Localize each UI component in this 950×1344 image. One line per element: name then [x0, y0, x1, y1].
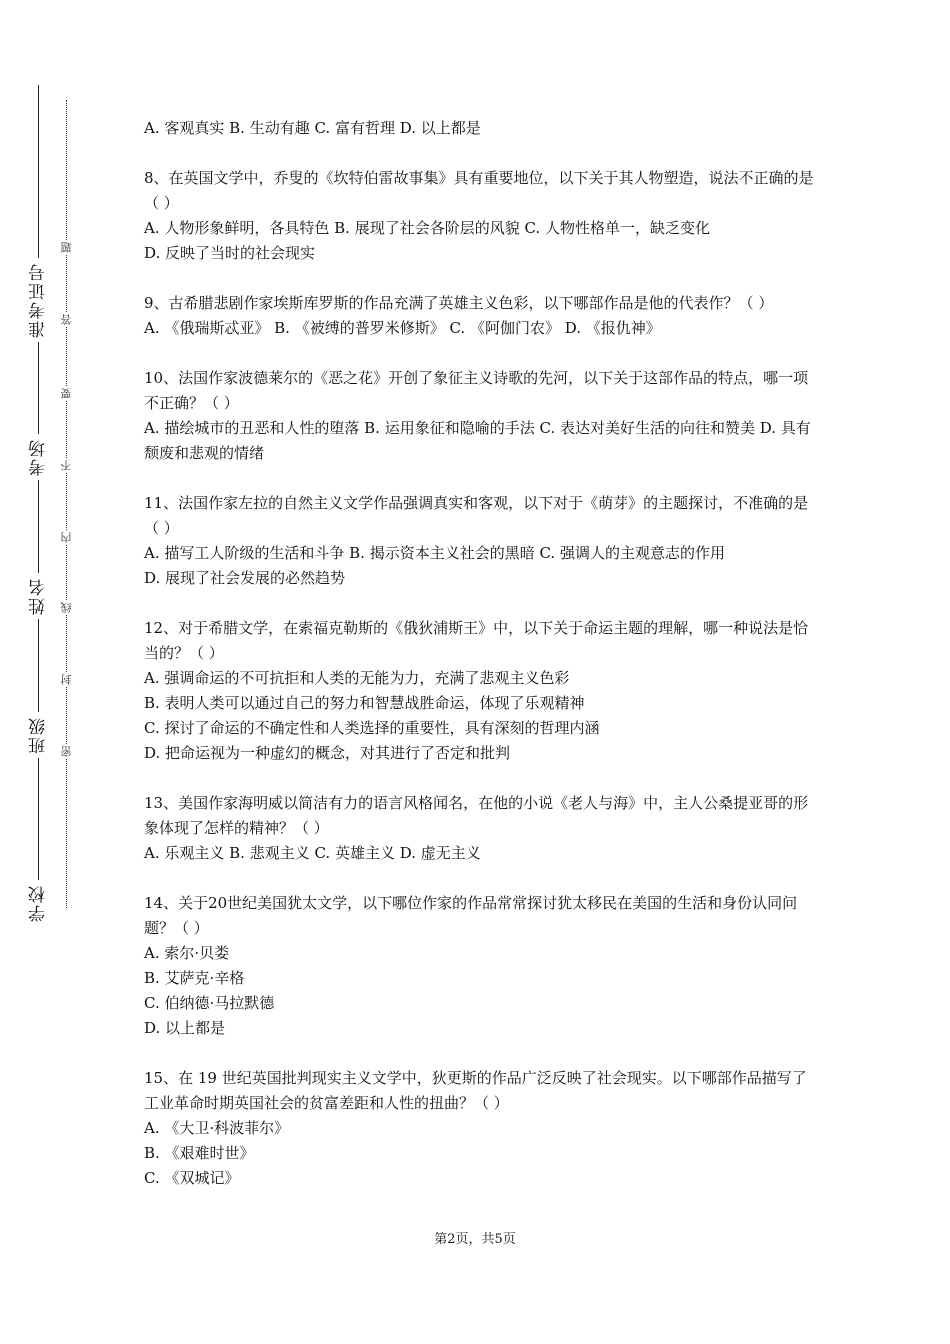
- seal-note: 内: [60, 532, 73, 543]
- question-stem: 15、在 19 世纪英国批判现实主义文学中，狄更斯的作品广泛反映了社会现实。以下哪部作品描写了工业革命时期英国社会的贫富差距和人性的扭曲？（ ）: [144, 1069, 807, 1112]
- question-option: A. 《俄瑞斯忒亚》 B. 《被缚的普罗米修斯》 C. 《阿伽门农》 D. 《报仇神》: [144, 319, 661, 337]
- question-9: [144, 291, 814, 341]
- question-option: B. 表明人类可以通过自己的努力和智慧战胜命运，体现了乐观精神: [144, 694, 585, 712]
- question-stem: 14、关于20世纪美国犹太文学，以下哪位作家的作品常常探讨犹太移民在美国的生活和身份认同问题？（ ）: [144, 894, 798, 937]
- question-12: [144, 616, 814, 766]
- question-option: A. 描写工人阶级的生活和斗争 B. 揭示资本主义社会的黑暗 C. 强调人的主观意志的作用: [144, 544, 725, 562]
- question-10: [144, 366, 814, 466]
- seal-note: 要: [60, 388, 73, 399]
- question-option: A. 描绘城市的丑恶和人性的堕落 B. 运用象征和隐喻的手法 C. 表达对美好生活的向往和赞美 D. 具有颓废和悲观的情绪: [144, 419, 811, 462]
- question-option: A. 索尔·贝娄: [144, 944, 230, 962]
- label-exam-number: 准考证号: [26, 258, 52, 342]
- label-name: 姓名: [26, 573, 52, 619]
- question-stem: 11、法国作家左拉的自然主义文学作品强调真实和客观，以下对于《萌芽》的主题探讨，不准确的是（ ）: [144, 494, 809, 537]
- question-option: B. 艾萨克·辛格: [144, 969, 245, 987]
- label-school: 学校: [26, 880, 52, 926]
- question-15: [144, 1066, 814, 1191]
- question-option: B. 《艰难时世》: [144, 1144, 255, 1162]
- page-footer: 第2页，共5页: [434, 1232, 516, 1247]
- label-class: 班级: [26, 712, 52, 758]
- question-option: A. 强调命运的不可抗拒和人类的无能为力，充满了悲观主义色彩: [144, 669, 570, 687]
- question-option: D. 展现了社会发展的必然趋势: [144, 569, 346, 587]
- exam-content: [144, 116, 814, 1191]
- question-stem: 13、美国作家海明威以简洁有力的语言风格闻名，在他的小说《老人与海》中，主人公桑提亚哥的形象体现了怎样的精神？（ ）: [144, 794, 809, 837]
- question-option: C. 《双城记》: [144, 1169, 240, 1187]
- question-stem: 10、法国作家波德莱尔的《恶之花》开创了象征主义诗歌的先河，以下关于这部作品的特点，哪一项不正确？（ ）: [144, 369, 809, 412]
- seal-note: 题: [60, 242, 73, 253]
- question-14: [144, 891, 814, 1041]
- question-option: A. 乐观主义 B. 悲观主义 C. 英雄主义 D. 虚无主义: [144, 844, 481, 862]
- question-8: [144, 166, 814, 266]
- question-11: [144, 491, 814, 591]
- label-exam-room: 考场: [26, 434, 52, 480]
- seal-note: 密: [60, 746, 73, 757]
- binding-solid-line: [38, 85, 39, 920]
- question-option: A. 《大卫·科波菲尔》: [144, 1119, 290, 1137]
- seal-note: 不: [60, 460, 73, 471]
- binding-margin: [0, 0, 110, 1344]
- question-option: D. 以上都是: [144, 1019, 226, 1037]
- seal-note: 线: [60, 602, 73, 613]
- seal-note: 答: [60, 314, 73, 325]
- question-option: D. 把命运视为一种虚幻的概念，对其进行了否定和批判: [144, 744, 511, 762]
- question-option: D. 反映了当时的社会现实: [144, 244, 316, 262]
- seal-dotted-line: [66, 100, 67, 908]
- question-option: C. 伯纳德·马拉默德: [144, 994, 275, 1012]
- question-option: C. 探讨了命运的不确定性和人类选择的重要性，具有深刻的哲理内涵: [144, 719, 600, 737]
- seal-note: 封: [60, 674, 73, 685]
- question-stem: 8、在英国文学中，乔叟的《坎特伯雷故事集》具有重要地位，以下关于其人物塑造，说法不正确的是（ ）: [144, 169, 814, 212]
- question-13: [144, 791, 814, 866]
- question-option: A. 人物形象鲜明，各具特色 B. 展现了社会各阶层的风貌 C. 人物性格单一，缺乏变化: [144, 219, 710, 237]
- question-stem: 12、对于希腊文学，在索福克勒斯的《俄狄浦斯王》中，以下关于命运主题的理解，哪一种说法是恰当的？（ ）: [144, 619, 809, 662]
- question-stem: 9、古希腊悲剧作家埃斯库罗斯的作品充满了英雄主义色彩，以下哪部作品是他的代表作？（ ）: [144, 294, 774, 312]
- previous-question-options: A. 客观真实 B. 生动有趣 C. 富有哲理 D. 以上都是: [144, 119, 481, 137]
